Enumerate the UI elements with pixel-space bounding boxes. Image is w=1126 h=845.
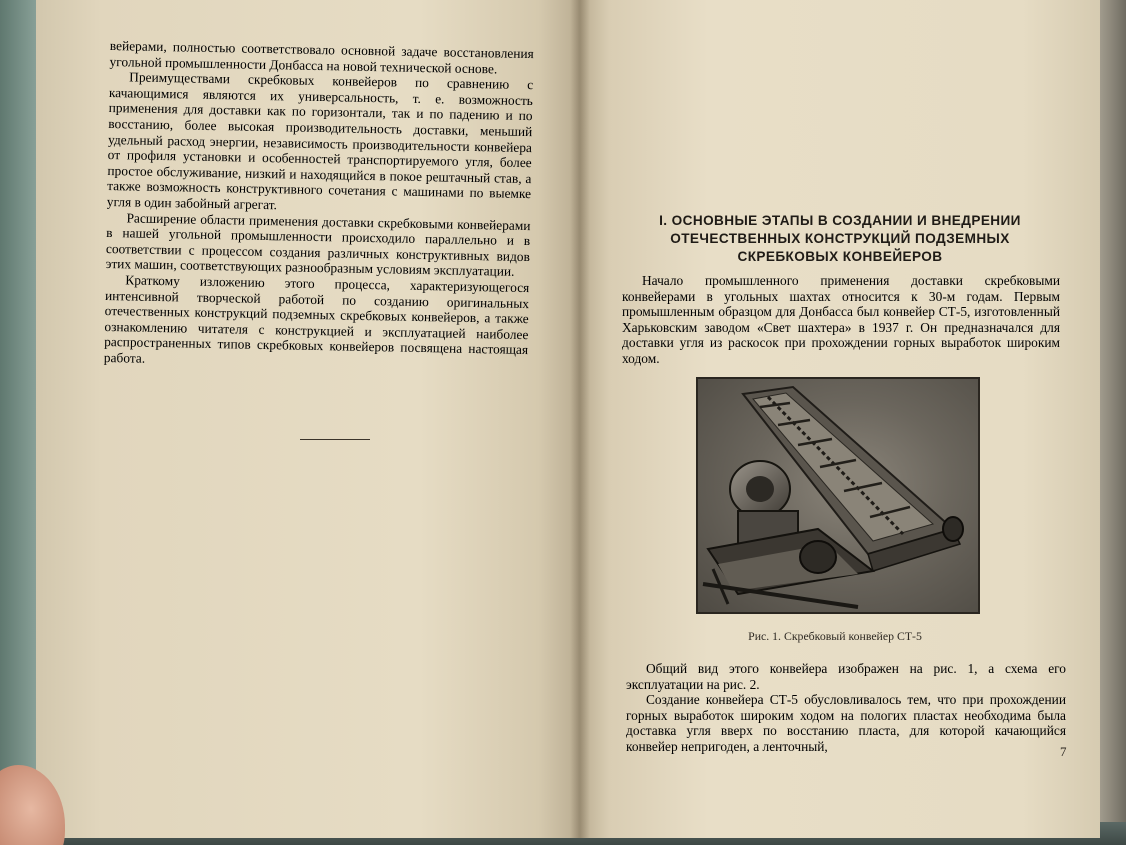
chapter-title: I. ОСНОВНЫЕ ЭТАПЫ В СОЗДАНИИ И ВНЕДРЕНИИ ОТЕЧЕСТВЕННЫХ КОНСТРУКЦИЙ ПОДЗЕМНЫХ СКРЕБКОВЫХ КОНВЕЙЕРОВ xyxy=(659,213,1021,264)
paragraph: Начало промышленного применения доставки скребковыми конвейерами в угольных шахтах относится к 30-м годам. Первым промышленным образцом для Донбасса был конвейер СТ-5, изготовленный Харьковским заводом «Свет шахтера» в 1937 г. Он предназначался для доставки угля из раскосок при прохождении горных выработок широким ходом. xyxy=(622,273,1060,366)
book-gutter xyxy=(570,0,590,838)
paragraph: Преимуществами скребковых конвейеров по сравнению с качающимися являются их универсальность, т. е. возможность применения для доставки как по горизонтали, так и по падению и по восстанию, более высокая производительность доставки, меньший удельный расход энергии, независимость производительности конвейера от профиля установки и особенностей транспортируемого угля, более простое обслуживание, низкий и находящийся в покое рештачный став, а также возможность конструктивного сочетания с машинами по выемке угля в один забойный агрегат. xyxy=(106,69,534,213)
figure-caption: Рис. 1. Скребковый конвейер СТ-5 xyxy=(748,629,922,643)
paragraph: Расширение области применения доставки скребковыми конвейерами в нашей угольной промышленности происходило параллельно и в соответствии с процессом создания различных конструктивных видов этих машин, соответствующих разнообразным условиям эксплуатации. xyxy=(105,209,531,280)
paragraph: Общий вид этого конвейера изображен на рис. 1, а схема его эксплуатации на рис. 2. xyxy=(626,661,1066,692)
figure-conveyor-photo xyxy=(696,377,980,614)
right-page-text-bottom xyxy=(626,661,1066,755)
left-page-text xyxy=(104,38,534,374)
paragraph: Краткому изложению этого процесса, характеризующегося интенсивной творческой работой по созданию оригинальных отечественных конструкций подземных скребковых конвейеров, а также ознакомлению читателя с конструкцией и эксплуатацией наиболее распространенных типов скребковых конвейеров посвящена настоящая работа. xyxy=(103,272,530,366)
paragraph: вейерами, полностью соответствовало основной задаче восстановления угольной промышленности Донбасса на новой технической основе. xyxy=(109,38,534,77)
conveyor-illustration xyxy=(698,379,978,612)
page-number: 7 xyxy=(1060,744,1067,759)
right-page-text-top xyxy=(622,273,1060,367)
paragraph: Создание конвейера СТ-5 обусловливалось тем, что при прохождении горных выработок широким ходом на пологих пластах необходима была доставка угля вверх по восстанию пласта, для которой качающийся конвейер непригоден, а ленточный, xyxy=(626,692,1066,754)
section-end-rule xyxy=(300,439,370,440)
